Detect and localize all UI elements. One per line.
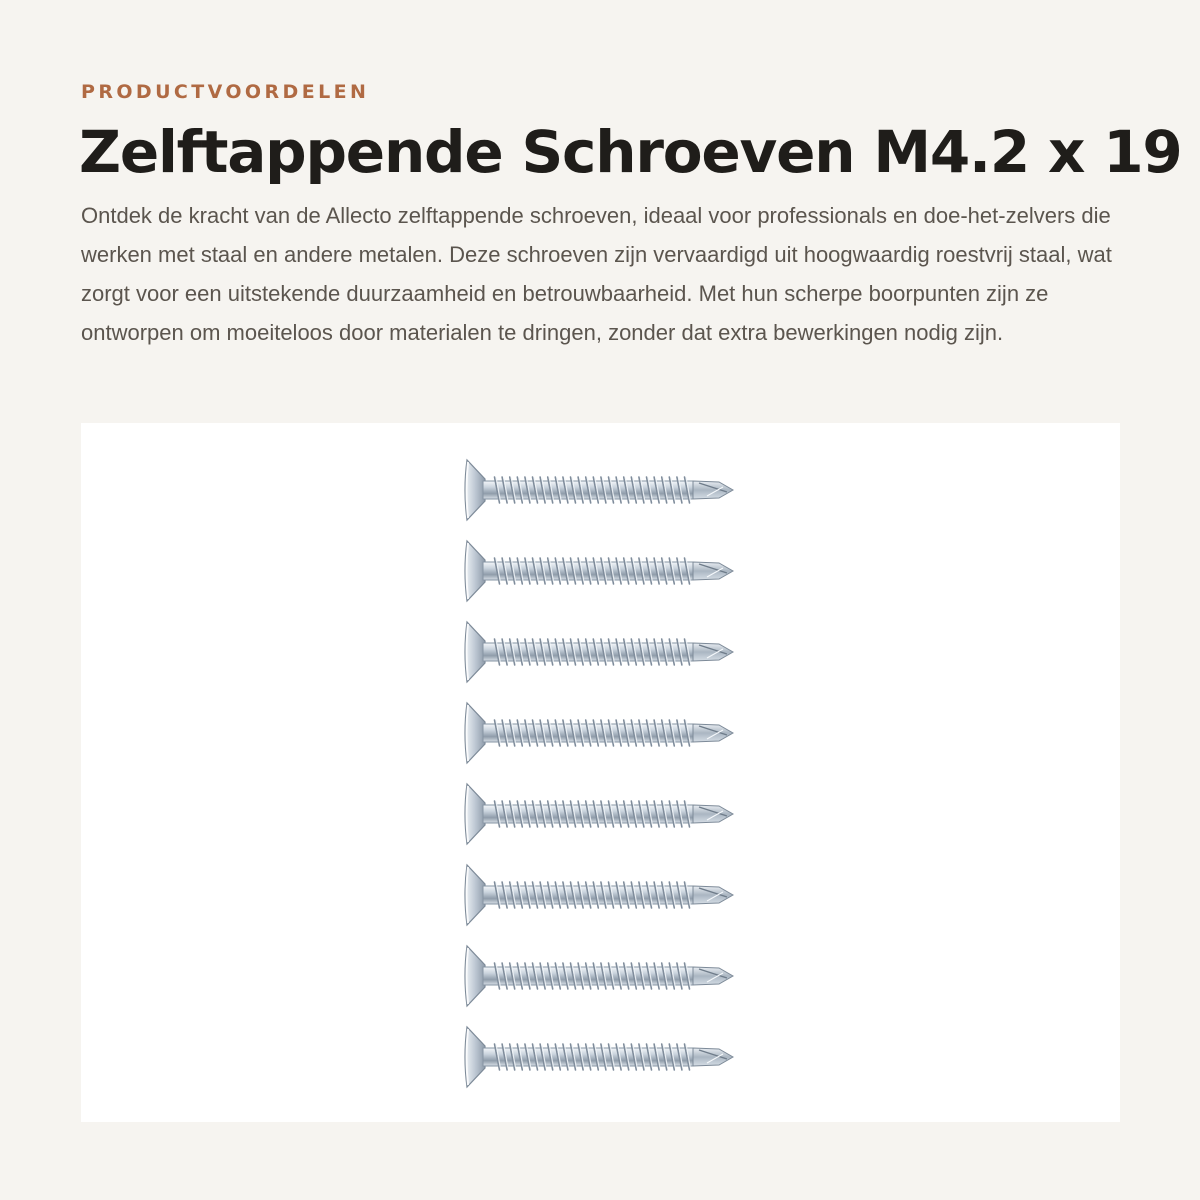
screw: [465, 703, 733, 763]
screw: [465, 1027, 733, 1087]
screws-illustration: [81, 423, 1120, 1122]
product-description: Ontdek de kracht van de Allecto zelftappende schroeven, ideaal voor professionals en doe-het-zelvers die werken met staal en andere metalen. Deze schroeven zijn vervaardigd uit hoogwaardig roestvrij staal, wat zorgt voor een uitstekende duurzaamheid en betrouwbaarheid. Met hun scherpe boorpunten zijn ze ontworpen om moeiteloos door materialen te dringen, zonder dat extra bewerkingen nodig zijn.: [81, 203, 1112, 345]
screw: [465, 460, 733, 520]
section-eyebrow: PRODUCTVOORDELEN: [81, 81, 370, 103]
product-image: [81, 423, 1120, 1122]
screw: [465, 946, 733, 1006]
product-title: Zelftappende Schroeven M4.2 x 19: [79, 118, 1182, 186]
screw: [465, 784, 733, 844]
screw: [465, 541, 733, 601]
screw: [465, 865, 733, 925]
screw: [465, 622, 733, 682]
